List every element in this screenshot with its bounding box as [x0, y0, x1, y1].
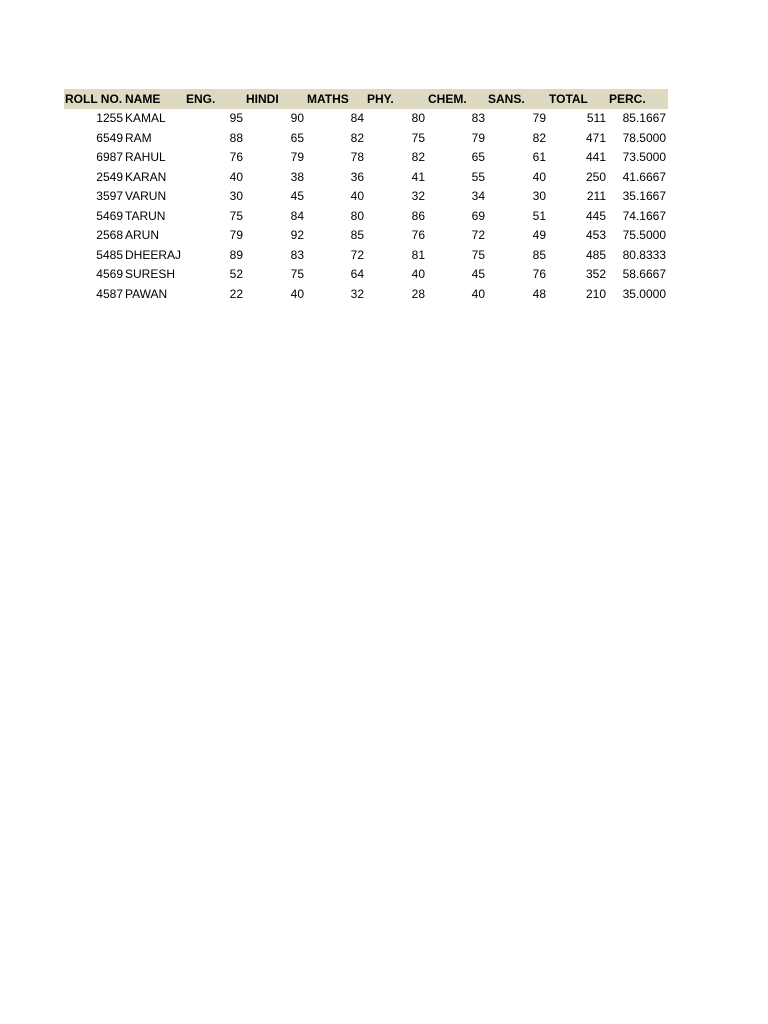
- cell-phy: 81: [411, 247, 425, 262]
- cell-phy: 40: [411, 267, 425, 282]
- header-perc: PERC.: [609, 91, 646, 106]
- cell-name: VARUN: [125, 189, 167, 204]
- table-row: [64, 187, 668, 207]
- cell-phy: 76: [411, 228, 425, 243]
- cell-maths: 32: [350, 286, 364, 301]
- cell-eng: 52: [229, 267, 243, 282]
- cell-roll-no: 4587: [96, 286, 123, 301]
- cell-roll-no: 3597: [96, 189, 123, 204]
- cell-sans: 48: [532, 286, 546, 301]
- cell-name: KARAN: [125, 169, 167, 184]
- cell-roll-no: 6549: [96, 130, 123, 145]
- cell-perc: 78.5000: [622, 130, 666, 145]
- cell-perc: 58.6667: [622, 267, 666, 282]
- cell-chem: 65: [471, 150, 485, 165]
- cell-hindi: 38: [290, 169, 304, 184]
- cell-perc: 35.0000: [622, 286, 666, 301]
- cell-chem: 40: [471, 286, 485, 301]
- cell-roll-no: 2568: [96, 228, 123, 243]
- cell-chem: 45: [471, 267, 485, 282]
- header-row: [64, 89, 668, 109]
- cell-sans: 51: [532, 208, 546, 223]
- cell-eng: 22: [229, 286, 243, 301]
- table-row: [64, 226, 668, 246]
- cell-hindi: 40: [290, 286, 304, 301]
- cell-eng: 75: [229, 208, 243, 223]
- header-sans: SANS.: [488, 91, 525, 106]
- cell-total: 511: [586, 111, 606, 126]
- cell-eng: 30: [229, 189, 243, 204]
- cell-roll-no: 6987: [96, 150, 123, 165]
- cell-total: 471: [585, 130, 606, 145]
- header-hindi: HINDI: [246, 91, 279, 106]
- cell-chem: 69: [471, 208, 485, 223]
- cell-perc: 74.1667: [622, 208, 666, 223]
- cell-maths: 85: [350, 228, 364, 243]
- cell-maths: 78: [350, 150, 364, 165]
- cell-hindi: 65: [290, 130, 304, 145]
- cell-roll-no: 1255: [96, 111, 123, 126]
- cell-eng: 76: [229, 150, 243, 165]
- cell-hindi: 84: [290, 208, 304, 223]
- table-row: [64, 285, 668, 305]
- cell-name: SURESH: [125, 267, 176, 282]
- table-row: [64, 129, 668, 149]
- header-total: TOTAL: [549, 91, 588, 106]
- cell-chem: 72: [471, 228, 485, 243]
- cell-hindi: 90: [290, 111, 304, 126]
- cell-sans: 76: [532, 267, 546, 282]
- header-chem: CHEM.: [428, 91, 467, 106]
- cell-phy: 80: [411, 111, 425, 126]
- cell-total: 210: [585, 286, 606, 301]
- cell-chem: 79: [471, 130, 485, 145]
- cell-chem: 75: [471, 247, 485, 262]
- cell-sans: 49: [532, 228, 546, 243]
- cell-maths: 82: [350, 130, 364, 145]
- cell-hindi: 79: [290, 150, 304, 165]
- cell-roll-no: 4569: [96, 267, 123, 282]
- header-eng: ENG.: [186, 91, 216, 106]
- header-maths: MATHS: [307, 91, 349, 106]
- table-row: [64, 109, 668, 129]
- cell-name: KAMAL: [125, 111, 166, 126]
- header-roll-no: ROLL NO.: [65, 91, 123, 106]
- cell-total: 211: [586, 189, 606, 204]
- table-row: [64, 168, 668, 188]
- cell-name: RAHUL: [125, 150, 166, 165]
- header-phy: PHY.: [367, 91, 394, 106]
- cell-perc: 80.8333: [622, 247, 666, 262]
- table-row: [64, 246, 668, 266]
- cell-eng: 79: [229, 228, 243, 243]
- cell-phy: 41: [411, 169, 425, 184]
- cell-total: 445: [585, 208, 606, 223]
- cell-sans: 82: [532, 130, 546, 145]
- cell-total: 485: [585, 247, 606, 262]
- marks-sheet: [64, 89, 668, 304]
- cell-maths: 36: [350, 169, 364, 184]
- cell-chem: 83: [471, 111, 485, 126]
- table-row: [64, 207, 668, 227]
- cell-total: 441: [585, 150, 606, 165]
- cell-sans: 85: [532, 247, 546, 262]
- cell-phy: 75: [411, 130, 425, 145]
- cell-maths: 84: [350, 111, 364, 126]
- cell-roll-no: 5469: [96, 208, 123, 223]
- table-body: [64, 109, 668, 304]
- cell-hindi: 75: [290, 267, 304, 282]
- cell-phy: 86: [411, 208, 425, 223]
- cell-total: 453: [585, 228, 606, 243]
- cell-sans: 30: [532, 189, 546, 204]
- cell-total: 352: [585, 267, 606, 282]
- cell-hindi: 83: [290, 247, 304, 262]
- cell-eng: 40: [229, 169, 243, 184]
- cell-name: RAM: [125, 130, 152, 145]
- cell-chem: 34: [471, 189, 485, 204]
- cell-eng: 95: [229, 111, 243, 126]
- cell-perc: 73.5000: [622, 150, 666, 165]
- cell-phy: 32: [411, 189, 425, 204]
- cell-phy: 28: [411, 286, 425, 301]
- cell-sans: 61: [532, 150, 546, 165]
- cell-maths: 64: [350, 267, 364, 282]
- cell-perc: 41.6667: [622, 169, 666, 184]
- cell-total: 250: [585, 169, 606, 184]
- cell-maths: 80: [350, 208, 364, 223]
- cell-eng: 89: [229, 247, 243, 262]
- cell-maths: 40: [350, 189, 364, 204]
- cell-phy: 82: [411, 150, 425, 165]
- cell-roll-no: 2549: [96, 169, 123, 184]
- table-header: [64, 89, 668, 109]
- cell-perc: 85.1667: [622, 111, 666, 126]
- cell-name: DHEERAJ: [125, 247, 182, 262]
- cell-name: ARUN: [125, 228, 160, 243]
- cell-eng: 88: [229, 130, 243, 145]
- cell-sans: 79: [532, 111, 546, 126]
- cell-name: PAWAN: [125, 286, 168, 301]
- marks-table: [64, 89, 668, 304]
- header-name: NAME: [125, 91, 161, 106]
- cell-perc: 35.1667: [622, 189, 666, 204]
- cell-chem: 55: [471, 169, 485, 184]
- table-row: [64, 265, 668, 285]
- table-row: [64, 148, 668, 168]
- cell-hindi: 92: [290, 228, 304, 243]
- cell-perc: 75.5000: [622, 228, 666, 243]
- cell-name: TARUN: [125, 208, 166, 223]
- cell-maths: 72: [350, 247, 364, 262]
- cell-roll-no: 5485: [96, 247, 123, 262]
- cell-sans: 40: [532, 169, 546, 184]
- cell-hindi: 45: [290, 189, 304, 204]
